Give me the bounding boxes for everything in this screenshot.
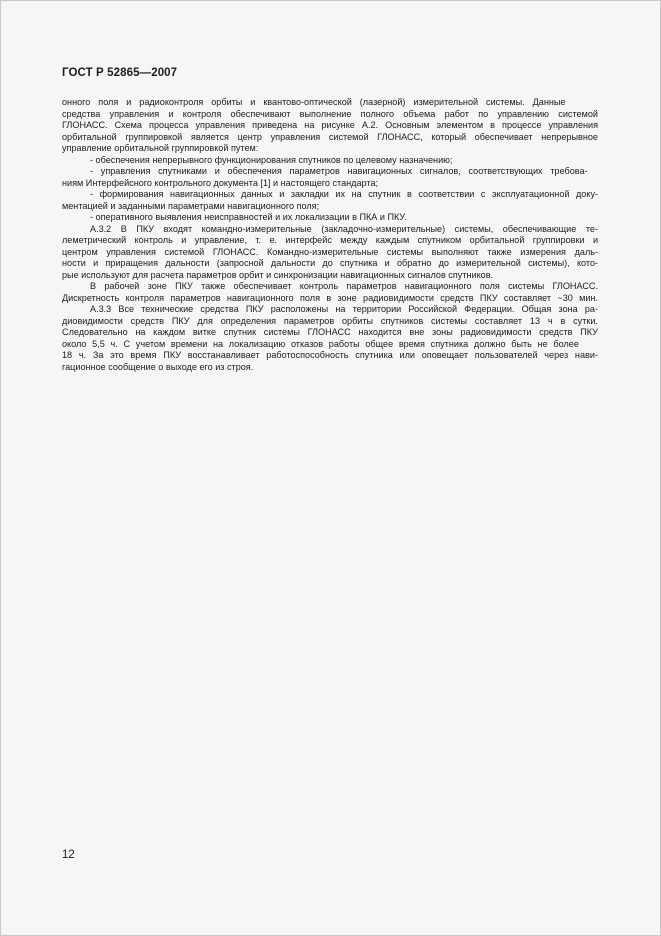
- text-line: около 5,5 ч. С учетом времени на локализацию отказов работы общее время спутника должно быть не более: [62, 338, 579, 349]
- text-line: онного поля и радиоконтроля орбиты и квантово-оптической (лазерной) измерительной системы. Данные: [62, 97, 566, 107]
- text-line: - управления спутниками и обеспечения параметров навигационных сигналов, соответствующих требова-: [90, 166, 588, 176]
- text-line: леметрический контроль и управление, т. е. интерфейс между каждым спутником орбитальной группировки и: [62, 235, 599, 245]
- text-line: 18 ч. За это время ПКУ восстанавливает работоспособность спутника или оповещает пользователей через нави-: [62, 350, 598, 360]
- text-line: центром управления системой ГЛОНАСС. Командно-измерительные системы выполняют также измерения даль-: [62, 246, 599, 257]
- text-line: ГЛОНАСС. Схема процесса управления приведена на рисунке А.2. Основным элементом в процессе управления: [62, 120, 599, 130]
- text-line: ментацией и заданными параметрами навигационного поля;: [62, 200, 320, 211]
- text-line: управление орбитальной группировкой путем:: [62, 143, 259, 153]
- text-line: Следовательно на каждом витке спутник системы ГЛОНАСС находится вне зоны радиовидимости средств ПКУ: [62, 327, 598, 337]
- text-line: В рабочей зоне ПКУ также обеспечивает контроль параметров навигационного поля системы ГЛОНАСС.: [90, 281, 598, 291]
- text-line: ности и приращения дальности (запросной дальности до спутника и обратно до измерительной системы), кото-: [62, 258, 599, 268]
- text-line: А.3.3 Все технические средства ПКУ расположены на территории Российской Федерации. Общая зона ра-: [90, 304, 599, 314]
- body-text: [62, 97, 598, 373]
- text-line: рые используют для расчета параметров орбит и синхронизации навигационных сигналов спутников.: [62, 269, 494, 280]
- text-line: орбитальной группировкой является центр управления системой ГЛОНАСС, который обеспечивает непрерывное: [62, 131, 598, 142]
- text-line: Дискретность контроля параметров навигационного поля в зоне радиовидимости средств ПКУ составляет ~30 мин.: [62, 292, 599, 303]
- text-line: средства управления и контроля обеспечивают выполнение полного объема работ по управлению системой: [62, 108, 598, 119]
- text-line: гационное сообщение о выходе его из строя.: [62, 361, 254, 372]
- text-line: А.3.2 В ПКУ входят командно-измерительные (закладочно-измерительные) системы, обеспечивающие те-: [90, 223, 598, 234]
- text-line: ниям Интерфейсного контрольного документа [1] и настоящего стандарта;: [62, 177, 379, 188]
- text-line: - формирования навигационных данных и закладки их на спутник в соответствии с эксплуатационной доку-: [90, 189, 599, 199]
- text-line: - обеспечения непрерывного функционирования спутников по целевому назначению;: [90, 154, 453, 165]
- text-line: - оперативного выявления неисправностей и их локализации в ПКА и ПКУ.: [90, 212, 407, 222]
- text-line: диовидимости средств ПКУ для определения параметров орбиты спутников системы составляет 13 ч в сутки.: [62, 315, 598, 326]
- document-code: ГОСТ Р 52865—2007: [62, 67, 178, 79]
- page-number: 12: [62, 849, 75, 861]
